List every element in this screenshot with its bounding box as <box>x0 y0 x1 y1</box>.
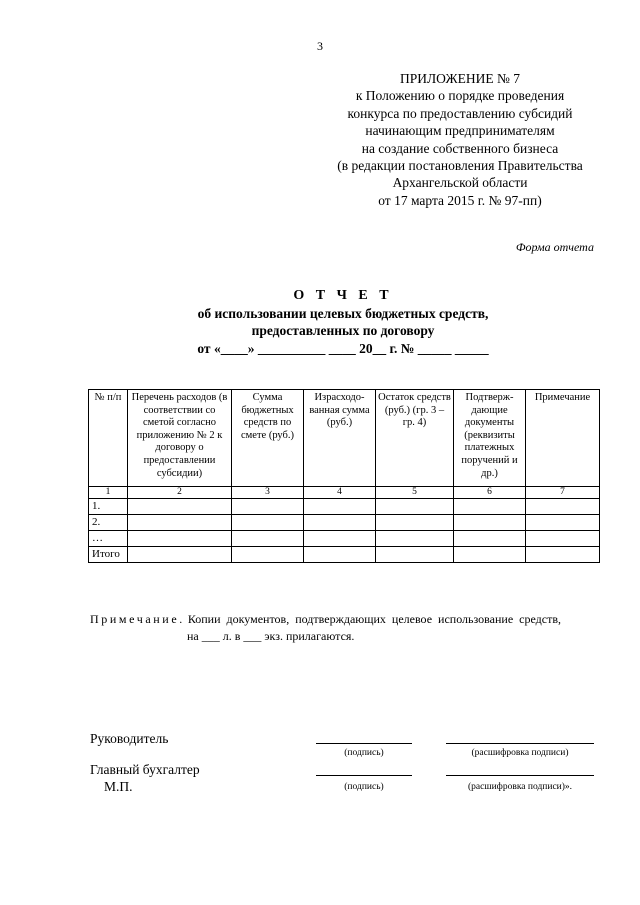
appendix-line: Архангельской области <box>392 175 528 191</box>
accountant-decode-line <box>446 775 594 776</box>
appendix-line: начинающим предпринимателям <box>365 123 555 139</box>
appendix-line: к Положению о порядке проведения <box>355 88 565 104</box>
row-label: … <box>89 531 128 547</box>
head-decode-line <box>446 743 594 744</box>
row-label: 2. <box>89 515 128 531</box>
column-number: 3 <box>232 487 304 499</box>
table-row-total <box>89 547 600 563</box>
header-expenses: Перечень расходов (в соответствии со сметой согласно приложению № 2 к договору о предоставлении субсидии) <box>128 390 232 487</box>
header-documents: Подтверж-дающие документы (реквизиты платежных поручений и др.) <box>454 390 526 487</box>
column-number: 6 <box>454 487 526 499</box>
signature-caption: (подпись) <box>344 748 384 758</box>
table-cell <box>232 531 304 547</box>
decode-caption: (расшифровка подписи) <box>471 748 569 758</box>
accountant-signature-label: Главный бухгалтер <box>90 762 200 777</box>
table-cell <box>128 499 232 515</box>
table-cell <box>376 515 454 531</box>
appendix-header <box>300 70 620 209</box>
table-cell <box>232 515 304 531</box>
header-remainder: Остаток средств (руб.) (гр. 3 – гр. 4) <box>376 390 454 487</box>
column-number: 4 <box>304 487 376 499</box>
table-cell <box>304 515 376 531</box>
table-cell <box>454 499 526 515</box>
report-subtitle: об использовании целевых бюджетных средств, <box>197 305 489 321</box>
appendix-line: на создание собственного бизнеса <box>361 140 559 156</box>
report-subtitle: предоставленных по договору <box>251 323 435 338</box>
table-cell <box>304 531 376 547</box>
table-cell <box>128 515 232 531</box>
note-label: Примечание. <box>90 612 185 626</box>
head-signature-line <box>316 743 412 744</box>
table-row <box>89 499 600 515</box>
table-cell <box>454 515 526 531</box>
accountant-signature-line <box>316 775 412 776</box>
table-cell <box>376 531 454 547</box>
table-cell <box>128 547 232 563</box>
header-number: № п/п <box>89 390 128 487</box>
column-number: 1 <box>89 487 128 499</box>
table-cell <box>128 531 232 547</box>
table-cell <box>304 499 376 515</box>
appendix-line: от 17 марта 2015 г. № 97-пп) <box>378 192 542 208</box>
table-cell <box>454 547 526 563</box>
row-label: Итого <box>89 547 128 563</box>
note-block <box>90 611 600 645</box>
table-cell <box>526 547 600 563</box>
report-title: О Т Ч Е Т <box>293 288 393 303</box>
table-cell <box>526 515 600 531</box>
note-text: Копии документов, подтверждающих целевое использование средств, <box>187 612 562 626</box>
appendix-line: конкурса по предоставлению субсидий <box>347 105 573 121</box>
column-number: 7 <box>526 487 600 499</box>
table-cell <box>454 531 526 547</box>
row-label: 1. <box>89 499 128 515</box>
signature-caption: (подпись) <box>344 782 384 792</box>
column-number: 2 <box>128 487 232 499</box>
table-cell <box>526 531 600 547</box>
table-cell <box>232 547 304 563</box>
table-cell <box>526 499 600 515</box>
table-row <box>89 531 600 547</box>
note-text: на ___ л. в ___ экз. прилагаются. <box>187 629 355 643</box>
table-cell <box>232 499 304 515</box>
head-signature-label: Руководитель <box>90 731 169 746</box>
table-cell <box>304 547 376 563</box>
page-number: 3 <box>317 39 323 53</box>
header-note: Примечание <box>526 390 600 487</box>
header-spent-sum: Израсходо-ванная сумма (руб.) <box>304 390 376 487</box>
stamp-label: М.П. <box>104 779 133 794</box>
report-contract-line: от «____» __________ ____ 20__ г. № _____ _____ <box>197 340 489 356</box>
appendix-line: ПРИЛОЖЕНИЕ № 7 <box>399 71 521 86</box>
table-cell <box>376 547 454 563</box>
table-cell <box>376 499 454 515</box>
report-title-block <box>0 287 640 357</box>
report-table <box>88 389 600 563</box>
column-number: 5 <box>376 487 454 499</box>
form-label: Форма отчета <box>515 240 594 254</box>
decode-caption: (расшифровка подписи)». <box>467 782 573 792</box>
table-row <box>89 515 600 531</box>
header-budget-sum: Сумма бюджетных средств по смете (руб.) <box>232 390 304 487</box>
appendix-line: (в редакции постановления Правительства <box>337 158 583 174</box>
